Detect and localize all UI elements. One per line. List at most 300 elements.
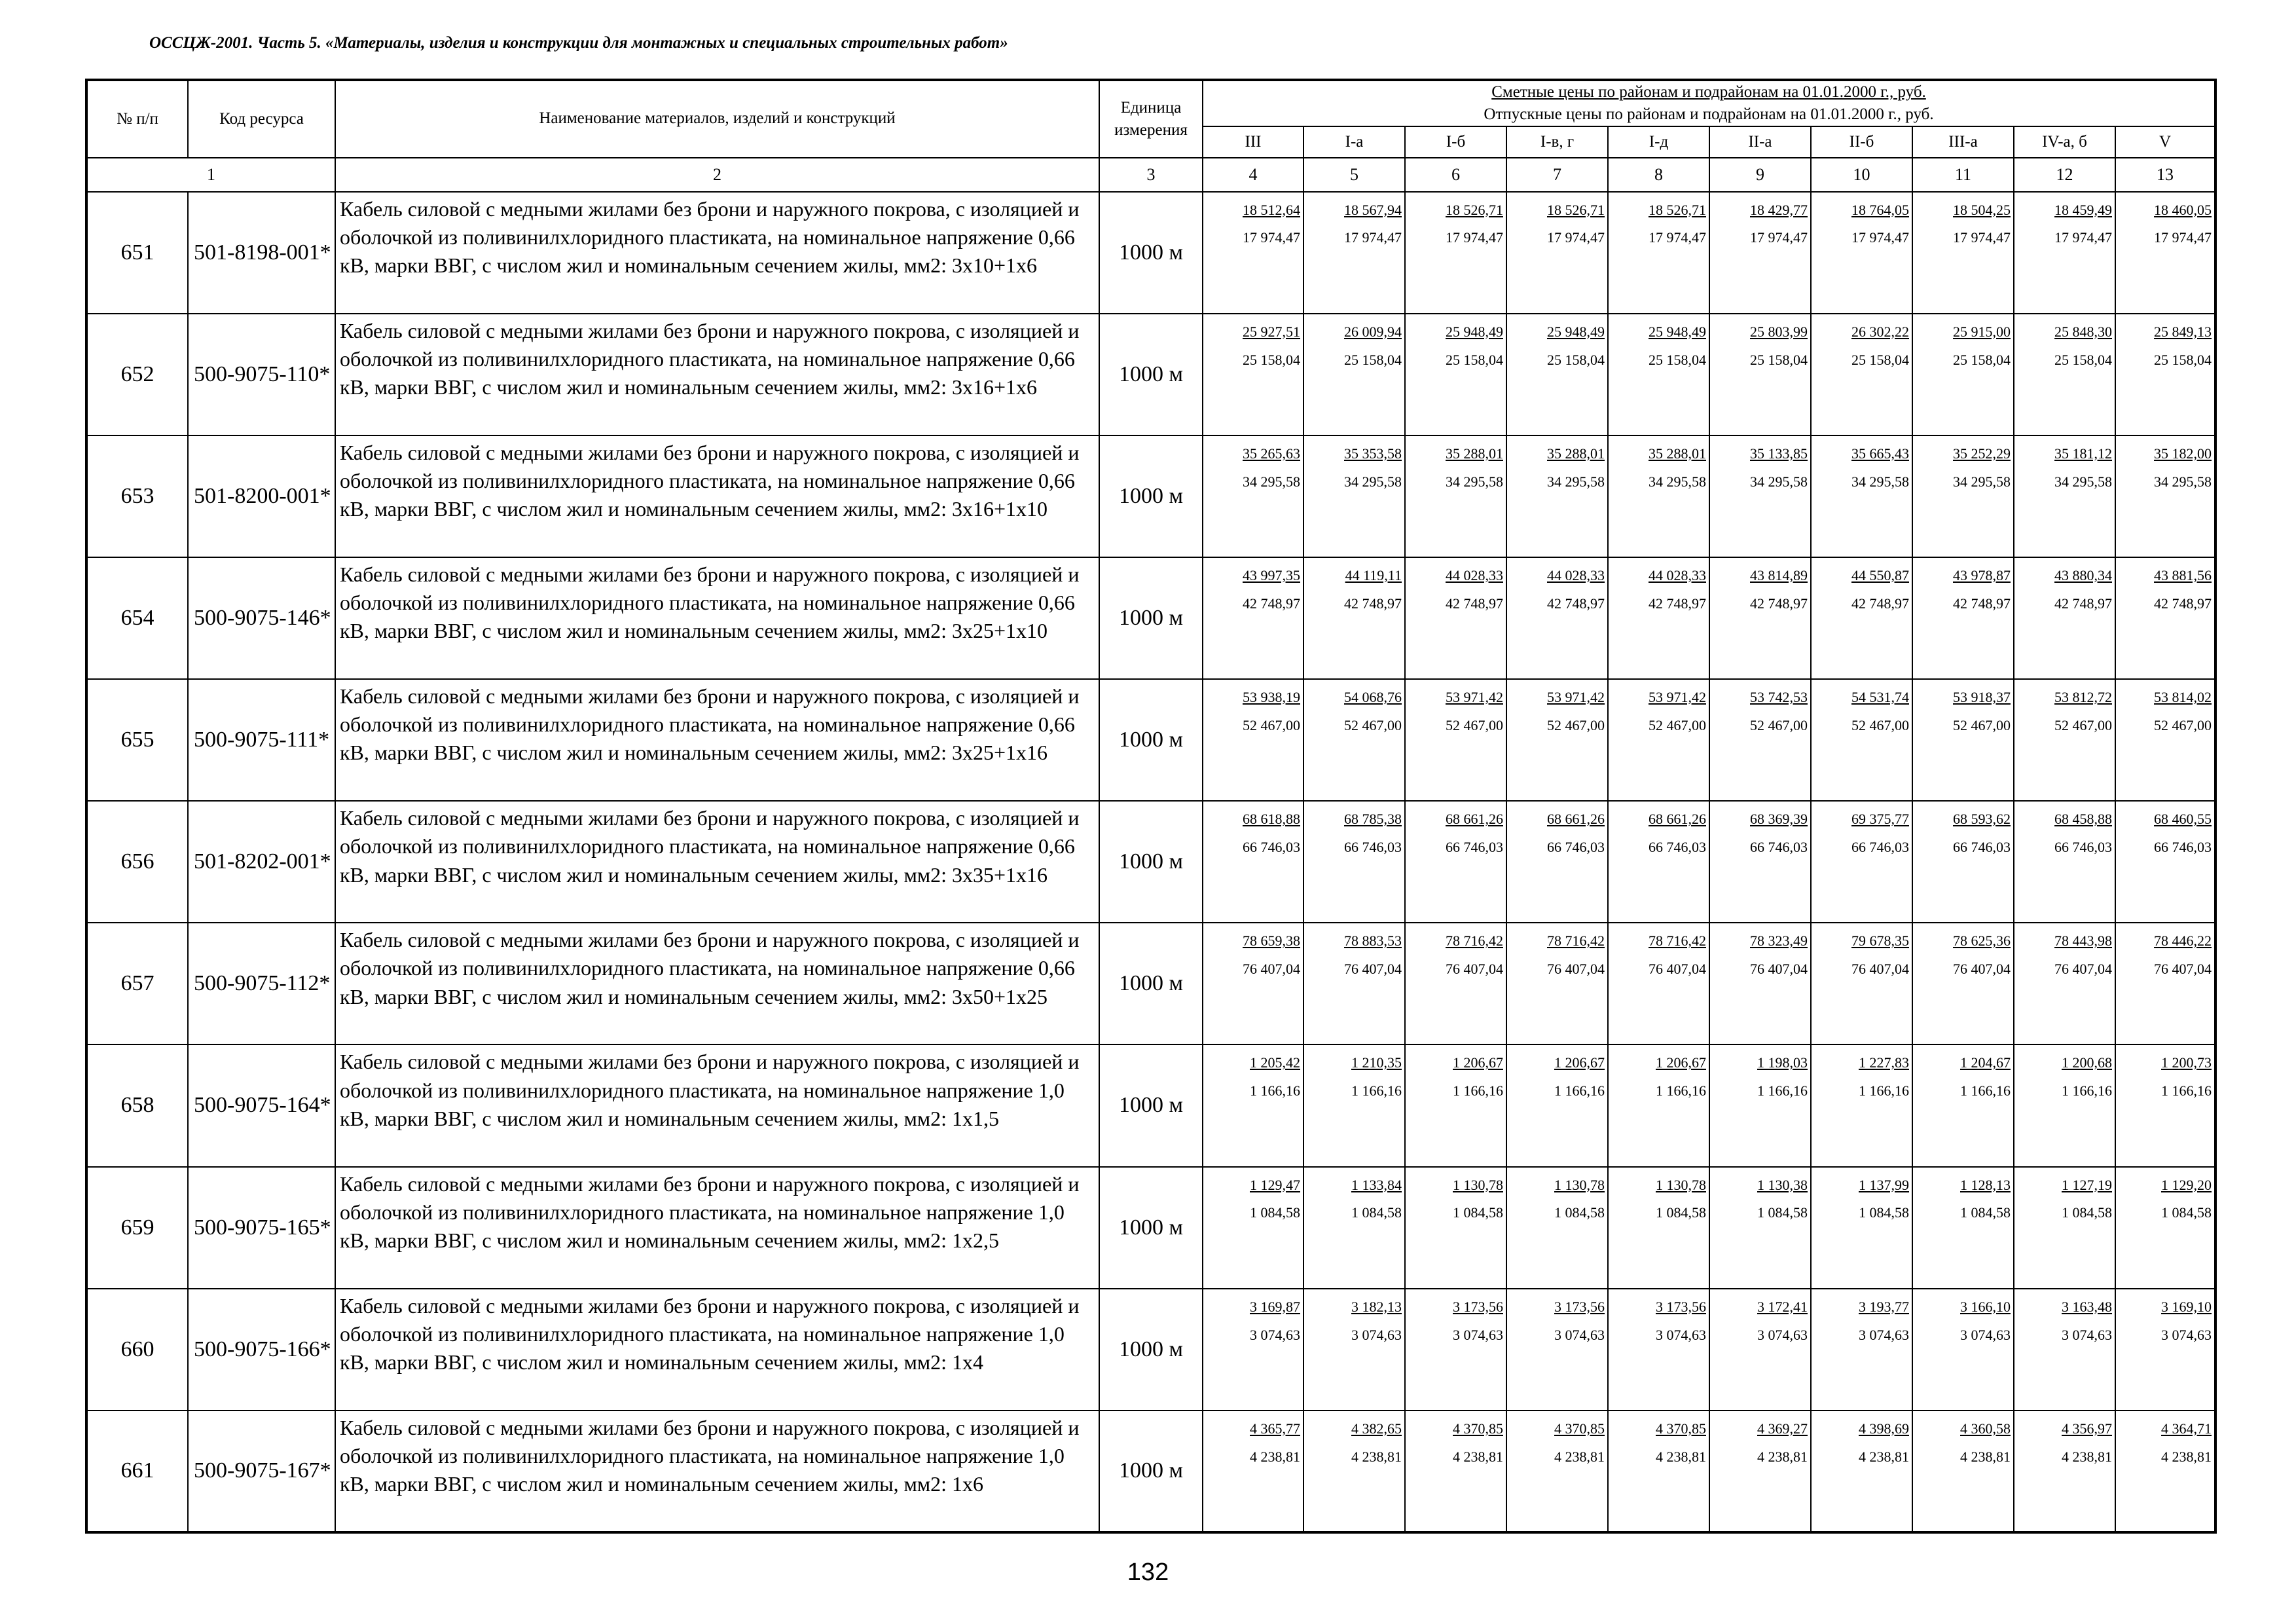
price-cell: [1811, 1167, 1912, 1289]
price-cell: [1811, 923, 1912, 1044]
estimated-price: 1 206,67: [1656, 1054, 1706, 1071]
column-number: 10: [1811, 158, 1912, 192]
column-number: 1: [86, 158, 335, 192]
price-cell: [1506, 1289, 1608, 1411]
estimated-price: 43 881,56: [2154, 566, 2212, 583]
release-price: 42 748,97: [2054, 595, 2112, 612]
release-price: 3 074,63: [1250, 1326, 1300, 1343]
estimated-price: 1 205,42: [1250, 1054, 1300, 1071]
release-price: 1 166,16: [1859, 1082, 1909, 1099]
release-price: 76 407,04: [1547, 961, 1605, 978]
release-price: 4 238,81: [2062, 1448, 2112, 1465]
release-price: 1 084,58: [1656, 1204, 1706, 1221]
resource-code: 500-9075-111*: [188, 679, 335, 801]
estimated-price: 43 997,35: [1243, 566, 1300, 583]
estimated-price: 18 526,71: [1446, 201, 1503, 218]
price-cell: [1303, 923, 1405, 1044]
price-cell: [1811, 679, 1912, 801]
release-price: 17 974,47: [2054, 229, 2112, 246]
release-price: 52 467,00: [1446, 716, 1503, 733]
estimated-price: 3 193,77: [1859, 1298, 1909, 1315]
column-number: 5: [1303, 158, 1405, 192]
estimated-price: 69 375,77: [1851, 811, 1909, 828]
estimated-price: 78 716,42: [1547, 932, 1605, 950]
price-cell: [2014, 1289, 2115, 1411]
estimated-price: 4 370,85: [1554, 1420, 1605, 1437]
estimated-price: 53 742,53: [1750, 689, 1808, 705]
release-price: 25 158,04: [1851, 351, 1909, 368]
estimated-price: 68 593,62: [1953, 811, 2011, 828]
header-prices: [1203, 80, 2215, 126]
release-price: 1 084,58: [1859, 1204, 1909, 1221]
release-price: 76 407,04: [1750, 961, 1808, 978]
material-name: Кабель силовой с медными жилами без брони и наружного покрова, с изоляцией и оболочкой из поливинилхлоридного пластиката, на номинальное напряжение 0,66 кВ, марки ВВГ, с числом жил и номинальным сечением жилы, мм2: 3х16+1х10: [335, 435, 1099, 557]
price-cell: [1811, 1044, 1912, 1166]
estimated-price: 3 173,56: [1453, 1298, 1503, 1315]
price-cell: [1912, 923, 2014, 1044]
release-price: 17 974,47: [2154, 229, 2212, 246]
unit-of-measure: 1000 м: [1099, 1289, 1203, 1411]
price-cell: [1506, 1167, 1608, 1289]
estimated-price: 3 169,10: [2161, 1298, 2212, 1315]
price-cell: [1912, 801, 2014, 923]
price-cell: [1203, 923, 1303, 1044]
material-name: Кабель силовой с медными жилами без брони и наружного покрова, с изоляцией и оболочкой из поливинилхлоридного пластиката, на номинальное напряжение 1,0 кВ, марки ВВГ, с числом жил и номинальным сечением жилы, мм2: 1х6: [335, 1411, 1099, 1532]
price-cell: [2014, 1044, 2115, 1166]
table-row: [86, 1289, 2215, 1411]
price-cell: [1912, 192, 2014, 314]
header-region: I-в, г: [1506, 126, 1608, 158]
price-cell: [2115, 435, 2215, 557]
release-price: 52 467,00: [1547, 716, 1605, 733]
estimated-price: 25 948,49: [1547, 323, 1605, 340]
estimated-price: 3 169,87: [1250, 1298, 1300, 1315]
estimated-price: 53 918,37: [1953, 689, 2011, 705]
header-unit: Единица измерения: [1099, 80, 1203, 158]
release-price: 3 074,63: [2161, 1326, 2212, 1343]
price-cell: [2014, 435, 2115, 557]
release-price: 25 158,04: [1953, 351, 2011, 368]
price-cell: [2014, 801, 2115, 923]
price-cell: [1303, 192, 1405, 314]
release-price: 42 748,97: [2154, 595, 2212, 612]
header-region: I-а: [1303, 126, 1405, 158]
price-cell: [1405, 923, 1506, 1044]
price-cell: [1506, 1044, 1608, 1166]
estimated-price: 44 550,87: [1851, 566, 1909, 583]
page-number: 132: [1127, 1559, 1169, 1586]
release-price: 76 407,04: [1446, 961, 1503, 978]
column-number: 12: [2014, 158, 2115, 192]
price-cell: [1608, 1411, 1709, 1532]
release-price: 42 748,97: [1750, 595, 1808, 612]
price-cell: [1303, 435, 1405, 557]
unit-of-measure: 1000 м: [1099, 1044, 1203, 1166]
price-cell: [1506, 435, 1608, 557]
header-row-top: [86, 80, 2215, 126]
price-cell: [1203, 314, 1303, 435]
release-price: 34 295,58: [1547, 473, 1605, 490]
price-cell: [1912, 1411, 2014, 1532]
price-cell: [1709, 1044, 1811, 1166]
price-cell: [1912, 314, 2014, 435]
price-cell: [1608, 1289, 1709, 1411]
release-price: 1 166,16: [1960, 1082, 2011, 1099]
release-price: 52 467,00: [1344, 716, 1402, 733]
release-price: 34 295,58: [1750, 473, 1808, 490]
price-cell: [1405, 435, 1506, 557]
material-name: Кабель силовой с медными жилами без брони и наружного покрова, с изоляцией и оболочкой из поливинилхлоридного пластиката, на номинальное напряжение 1,0 кВ, марки ВВГ, с числом жил и номинальным сечением жилы, мм2: 1х4: [335, 1289, 1099, 1411]
price-cell: [1303, 1289, 1405, 1411]
table-row: [86, 314, 2215, 435]
release-price: 1 166,16: [1554, 1082, 1605, 1099]
resource-code: 500-9075-165*: [188, 1167, 335, 1289]
release-price: 4 238,81: [1453, 1448, 1503, 1465]
header-region: III-а: [1912, 126, 2014, 158]
price-cell: [1608, 1044, 1709, 1166]
price-cell: [2115, 1289, 2215, 1411]
resource-code: 500-9075-146*: [188, 557, 335, 679]
release-price: 1 166,16: [2161, 1082, 2212, 1099]
estimated-price: 25 948,49: [1446, 323, 1503, 340]
row-number: 658: [86, 1044, 188, 1166]
release-price: 1 084,58: [2161, 1204, 2212, 1221]
price-cell: [1303, 801, 1405, 923]
price-cell: [1303, 679, 1405, 801]
price-cell: [1709, 1167, 1811, 1289]
column-number: 6: [1405, 158, 1506, 192]
estimated-price: 1 206,67: [1453, 1054, 1503, 1071]
release-price: 25 158,04: [1344, 351, 1402, 368]
estimated-price: 3 173,56: [1554, 1298, 1605, 1315]
price-cell: [1608, 192, 1709, 314]
release-price: 25 158,04: [1446, 351, 1503, 368]
estimated-price: 4 382,65: [1351, 1420, 1402, 1437]
release-price: 1 166,16: [1250, 1082, 1300, 1099]
column-number: 3: [1099, 158, 1203, 192]
price-cell: [1608, 314, 1709, 435]
release-price: 52 467,00: [1750, 716, 1808, 733]
release-price: 66 746,03: [1953, 839, 2011, 856]
estimated-price: 35 133,85: [1750, 445, 1808, 462]
estimated-price: 1 204,67: [1960, 1054, 2011, 1071]
estimated-price: 1 210,35: [1351, 1054, 1402, 1071]
release-price: 52 467,00: [2054, 716, 2112, 733]
estimated-price: 35 182,00: [2154, 445, 2212, 462]
estimated-price: 79 678,35: [1851, 932, 1909, 950]
column-number: 11: [1912, 158, 2014, 192]
price-cell: [1203, 801, 1303, 923]
table-row: [86, 1167, 2215, 1289]
material-name: Кабель силовой с медными жилами без брони и наружного покрова, с изоляцией и оболочкой из поливинилхлоридного пластиката, на номинальное напряжение 0,66 кВ, марки ВВГ, с числом жил и номинальным сечением жилы, мм2: 3х25+1х16: [335, 679, 1099, 801]
price-cell: [1709, 314, 1811, 435]
price-cell: [1811, 314, 1912, 435]
resource-code: 500-9075-164*: [188, 1044, 335, 1166]
price-cell: [1203, 1044, 1303, 1166]
resource-code: 500-9075-167*: [188, 1411, 335, 1532]
estimated-price: 35 353,58: [1344, 445, 1402, 462]
release-price: 1 084,58: [1453, 1204, 1503, 1221]
release-price: 42 748,97: [1547, 595, 1605, 612]
release-price: 3 074,63: [1859, 1326, 1909, 1343]
estimated-price: 4 370,85: [1656, 1420, 1706, 1437]
estimated-price: 68 618,88: [1243, 811, 1300, 828]
release-price: 4 238,81: [1554, 1448, 1605, 1465]
estimated-price: 35 288,01: [1446, 445, 1503, 462]
release-price: 1 166,16: [1656, 1082, 1706, 1099]
release-price: 17 974,47: [1750, 229, 1808, 246]
release-price: 1 084,58: [1250, 1204, 1300, 1221]
price-cell: [1608, 801, 1709, 923]
price-cell: [2014, 314, 2115, 435]
estimated-price: 43 814,89: [1750, 566, 1808, 583]
price-cell: [1405, 1289, 1506, 1411]
release-price: 66 746,03: [1344, 839, 1402, 856]
price-cell: [1912, 679, 2014, 801]
release-price: 34 295,58: [1243, 473, 1300, 490]
release-price: 66 746,03: [2154, 839, 2212, 856]
price-cell: [1912, 557, 2014, 679]
release-price: 66 746,03: [1446, 839, 1503, 856]
estimated-price: 1 133,84: [1351, 1176, 1402, 1193]
price-cell: [1608, 1167, 1709, 1289]
estimated-price: 78 716,42: [1446, 932, 1503, 950]
material-name: Кабель силовой с медными жилами без брони и наружного покрова, с изоляцией и оболочкой из поливинилхлоридного пластиката, на номинальное напряжение 0,66 кВ, марки ВВГ, с числом жил и номинальным сечением жилы, мм2: 3х35+1х16: [335, 801, 1099, 923]
estimated-price: 3 182,13: [1351, 1298, 1402, 1315]
estimated-price: 44 028,33: [1649, 566, 1706, 583]
release-price: 17 974,47: [1649, 229, 1706, 246]
price-cell: [1506, 314, 1608, 435]
price-cell: [1405, 192, 1506, 314]
estimated-price: 78 323,49: [1750, 932, 1808, 950]
estimated-price: 26 302,22: [1851, 323, 1909, 340]
price-cell: [1405, 1044, 1506, 1166]
column-number: 4: [1203, 158, 1303, 192]
price-cell: [1405, 801, 1506, 923]
price-cell: [1912, 1289, 2014, 1411]
price-cell: [2115, 557, 2215, 679]
column-number: 9: [1709, 158, 1811, 192]
row-number: 660: [86, 1289, 188, 1411]
estimated-price: 68 785,38: [1344, 811, 1402, 828]
release-price: 34 295,58: [2154, 473, 2212, 490]
estimated-price: 54 068,76: [1344, 689, 1402, 705]
estimated-price: 1 198,03: [1757, 1054, 1808, 1071]
release-price: 4 238,81: [1960, 1448, 2011, 1465]
estimated-price: 35 252,29: [1953, 445, 2011, 462]
price-cell: [1203, 679, 1303, 801]
estimated-price: 54 531,74: [1851, 689, 1909, 705]
release-price: 76 407,04: [2154, 961, 2212, 978]
price-cell: [1608, 557, 1709, 679]
unit-of-measure: 1000 м: [1099, 679, 1203, 801]
price-cell: [1506, 679, 1608, 801]
price-cell: [1811, 1411, 1912, 1532]
estimated-price: 25 848,30: [2054, 323, 2112, 340]
estimated-price: 68 460,55: [2154, 811, 2212, 828]
price-cell: [1203, 1289, 1303, 1411]
resource-code: 501-8200-001*: [188, 435, 335, 557]
release-price: 52 467,00: [1953, 716, 2011, 733]
header-region: I-д: [1608, 126, 1709, 158]
estimated-price: 43 880,34: [2054, 566, 2112, 583]
estimated-price: 78 659,38: [1243, 932, 1300, 950]
estimated-price: 1 200,68: [2062, 1054, 2112, 1071]
release-price: 25 158,04: [1649, 351, 1706, 368]
price-cell: [1709, 557, 1811, 679]
price-cell: [2014, 1411, 2115, 1532]
release-price: 52 467,00: [2154, 716, 2212, 733]
estimated-price: 4 365,77: [1250, 1420, 1300, 1437]
estimated-price: 3 173,56: [1656, 1298, 1706, 1315]
price-cell: [1506, 557, 1608, 679]
release-price: 17 974,47: [1547, 229, 1605, 246]
unit-of-measure: 1000 м: [1099, 1167, 1203, 1289]
price-cell: [2115, 679, 2215, 801]
estimated-price: 1 129,47: [1250, 1176, 1300, 1193]
price-cell: [2115, 314, 2215, 435]
release-price: 76 407,04: [1344, 961, 1402, 978]
release-price: 1 084,58: [2062, 1204, 2112, 1221]
release-price: 17 974,47: [1243, 229, 1300, 246]
header-prices-estimated: Сметные цены по районам и подрайонам на 01.01.2000 г., руб.: [1491, 83, 1926, 101]
price-cell: [1203, 192, 1303, 314]
price-cell: [2115, 1411, 2215, 1532]
estimated-price: 25 927,51: [1243, 323, 1300, 340]
release-price: 3 074,63: [1554, 1326, 1605, 1343]
estimated-price: 68 369,39: [1750, 811, 1808, 828]
column-number: 7: [1506, 158, 1608, 192]
release-price: 42 748,97: [1649, 595, 1706, 612]
estimated-price: 35 288,01: [1649, 445, 1706, 462]
estimated-price: 53 971,42: [1649, 689, 1706, 705]
table-body: [86, 192, 2215, 1533]
unit-of-measure: 1000 м: [1099, 801, 1203, 923]
release-price: 34 295,58: [1344, 473, 1402, 490]
estimated-price: 44 119,11: [1345, 566, 1402, 583]
column-number: 2: [335, 158, 1099, 192]
estimated-price: 1 129,20: [2161, 1176, 2212, 1193]
header-num: № п/п: [86, 80, 188, 158]
price-cell: [1608, 679, 1709, 801]
row-number: 659: [86, 1167, 188, 1289]
estimated-price: 78 443,98: [2054, 932, 2112, 950]
price-cell: [1506, 801, 1608, 923]
price-cell: [1405, 557, 1506, 679]
estimated-price: 1 200,73: [2161, 1054, 2212, 1071]
row-number: 655: [86, 679, 188, 801]
price-cell: [1811, 557, 1912, 679]
release-price: 1 166,16: [1351, 1082, 1402, 1099]
estimated-price: 1 130,78: [1656, 1176, 1706, 1193]
release-price: 1 166,16: [2062, 1082, 2112, 1099]
header-name: Наименование материалов, изделий и конструкций: [335, 80, 1099, 158]
release-price: 3 074,63: [1960, 1326, 2011, 1343]
release-price: 52 467,00: [1649, 716, 1706, 733]
price-cell: [2014, 192, 2115, 314]
release-price: 34 295,58: [2054, 473, 2112, 490]
price-table: [85, 79, 2217, 1534]
release-price: 76 407,04: [1243, 961, 1300, 978]
price-cell: [1203, 1411, 1303, 1532]
price-cell: [1912, 1044, 2014, 1166]
estimated-price: 68 661,26: [1547, 811, 1605, 828]
estimated-price: 26 009,94: [1344, 323, 1402, 340]
estimated-price: 4 370,85: [1453, 1420, 1503, 1437]
estimated-price: 4 364,71: [2161, 1420, 2212, 1437]
release-price: 76 407,04: [1851, 961, 1909, 978]
estimated-price: 25 948,49: [1649, 323, 1706, 340]
estimated-price: 35 288,01: [1547, 445, 1605, 462]
price-cell: [1709, 435, 1811, 557]
unit-of-measure: 1000 м: [1099, 557, 1203, 679]
estimated-price: 1 206,67: [1554, 1054, 1605, 1071]
release-price: 1 084,58: [1554, 1204, 1605, 1221]
estimated-price: 4 369,27: [1757, 1420, 1808, 1437]
price-cell: [2014, 679, 2115, 801]
estimated-price: 53 971,42: [1547, 689, 1605, 705]
release-price: 34 295,58: [1446, 473, 1503, 490]
price-cell: [1811, 192, 1912, 314]
row-number: 651: [86, 192, 188, 314]
price-cell: [2115, 1044, 2215, 1166]
release-price: 17 974,47: [1851, 229, 1909, 246]
price-cell: [1506, 1411, 1608, 1532]
estimated-price: 18 459,49: [2054, 201, 2112, 218]
price-cell: [2115, 923, 2215, 1044]
header-region: V: [2115, 126, 2215, 158]
estimated-price: 53 812,72: [2054, 689, 2112, 705]
estimated-price: 78 716,42: [1649, 932, 1706, 950]
release-price: 76 407,04: [1953, 961, 2011, 978]
unit-of-measure: 1000 м: [1099, 923, 1203, 1044]
estimated-price: 53 938,19: [1243, 689, 1300, 705]
release-price: 25 158,04: [1243, 351, 1300, 368]
row-number: 653: [86, 435, 188, 557]
release-price: 42 748,97: [1344, 595, 1402, 612]
estimated-price: 68 661,26: [1446, 811, 1503, 828]
price-cell: [1709, 192, 1811, 314]
material-name: Кабель силовой с медными жилами без брони и наружного покрова, с изоляцией и оболочкой из поливинилхлоридного пластиката, на номинальное напряжение 0,66 кВ, марки ВВГ, с числом жил и номинальным сечением жилы, мм2: 3х25+1х10: [335, 557, 1099, 679]
unit-of-measure: 1000 м: [1099, 1411, 1203, 1532]
resource-code: 501-8198-001*: [188, 192, 335, 314]
price-cell: [1709, 1411, 1811, 1532]
price-cell: [2115, 1167, 2215, 1289]
header-region: I-б: [1405, 126, 1506, 158]
release-price: 42 748,97: [1243, 595, 1300, 612]
release-price: 25 158,04: [1547, 351, 1605, 368]
release-price: 34 295,58: [1851, 473, 1909, 490]
release-price: 52 467,00: [1243, 716, 1300, 733]
estimated-price: 18 429,77: [1750, 201, 1808, 218]
estimated-price: 78 625,36: [1953, 932, 2011, 950]
release-price: 66 746,03: [2054, 839, 2112, 856]
price-cell: [1506, 923, 1608, 1044]
row-number: 654: [86, 557, 188, 679]
release-price: 3 074,63: [2062, 1326, 2112, 1343]
estimated-price: 1 130,38: [1757, 1176, 1808, 1193]
header-region: IV-а, б: [2014, 126, 2115, 158]
price-cell: [1303, 1167, 1405, 1289]
row-number: 657: [86, 923, 188, 1044]
estimated-price: 1 130,78: [1453, 1176, 1503, 1193]
resource-code: 501-8202-001*: [188, 801, 335, 923]
table-row: [86, 679, 2215, 801]
price-cell: [2115, 192, 2215, 314]
release-price: 4 238,81: [1757, 1448, 1808, 1465]
material-name: Кабель силовой с медными жилами без брони и наружного покрова, с изоляцией и оболочкой из поливинилхлоридного пластиката, на номинальное напряжение 1,0 кВ, марки ВВГ, с числом жил и номинальным сечением жилы, мм2: 1х1,5: [335, 1044, 1099, 1166]
release-price: 34 295,58: [1649, 473, 1706, 490]
